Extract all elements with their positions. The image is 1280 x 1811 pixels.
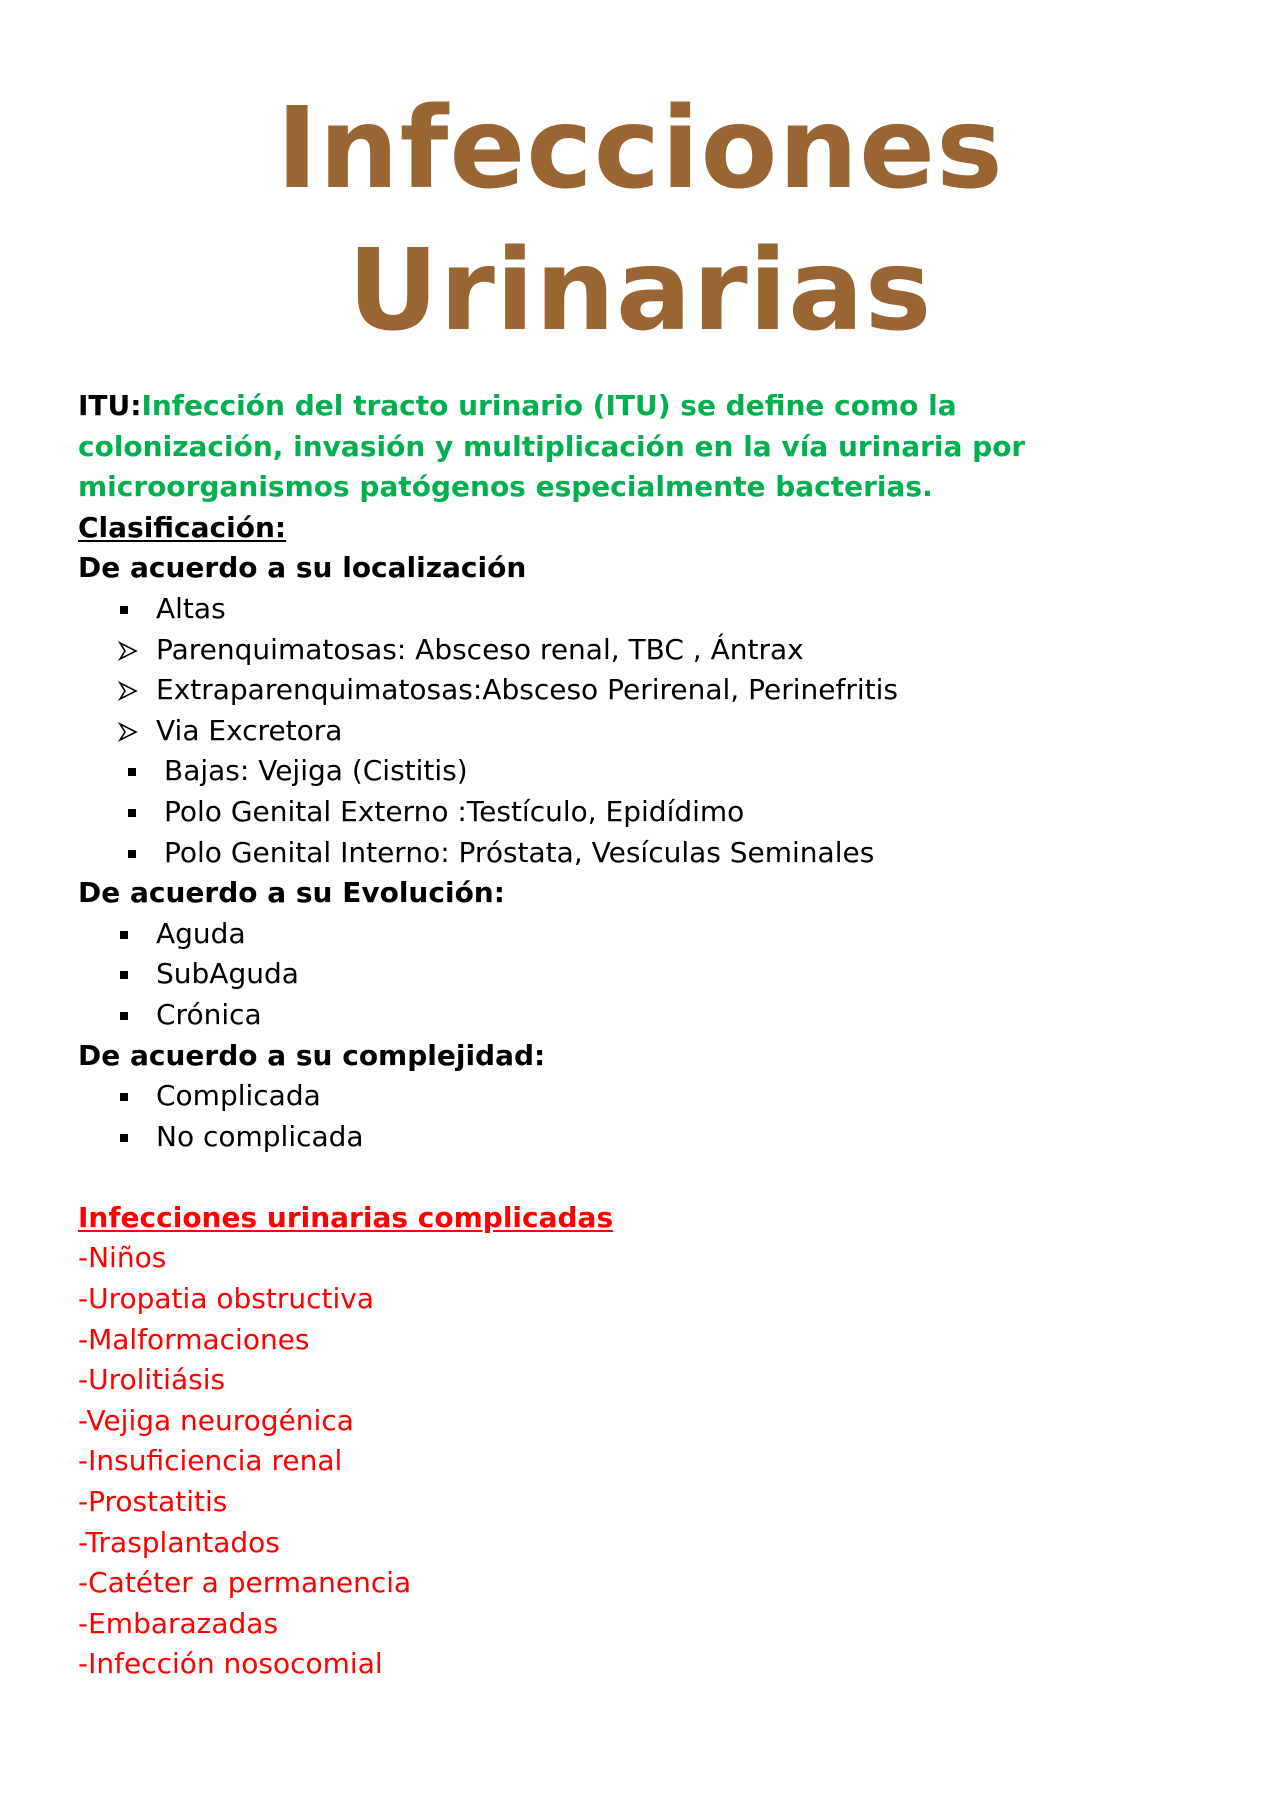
complicadas-list	[78, 1238, 1218, 1685]
document-body	[78, 386, 1218, 1685]
list-item-aguda	[78, 914, 1218, 955]
list-item-label: No complicada	[156, 1119, 364, 1153]
square-bullet-icon	[120, 1012, 128, 1020]
list-item-label: Polo Genital Interno: Próstata, Vesículas Seminales	[164, 835, 875, 869]
list-item-cronica	[78, 995, 1218, 1036]
list-item-label: Bajas: Vejiga (Cistitis)	[164, 754, 468, 788]
blank-line	[78, 1157, 1218, 1198]
list-item-label: SubAguda	[156, 957, 299, 991]
list-item: -Catéter a permanencia	[78, 1566, 412, 1600]
title-line-2: Urinarias	[347, 226, 933, 356]
list-item-complicada	[78, 1076, 1218, 1117]
square-bullet-icon	[120, 1093, 128, 1101]
list-item-label: Aguda	[156, 916, 246, 950]
arrow-bullet-icon	[118, 641, 138, 661]
itu-definition-line-1	[78, 386, 1218, 427]
evolucion-heading: De acuerdo a su Evolución:	[78, 876, 505, 910]
list-item: -Urolitiásis	[78, 1363, 226, 1397]
list-item: -Trasplantados	[78, 1525, 280, 1559]
localizacion-heading: De acuerdo a su localización	[78, 551, 527, 585]
list-item-label: Polo Genital Externo :Testículo, Epidídimo	[164, 794, 745, 828]
list-item-label: Extraparenquimatosas:Absceso Perirenal, Perinefritis	[156, 673, 898, 707]
list-item-label: Parenquimatosas: Absceso renal, TBC , Ántrax	[156, 632, 804, 666]
list-item: -Niños	[78, 1241, 167, 1275]
square-bullet-icon	[120, 1134, 128, 1142]
itu-definition-line-3: microorganismos patógenos especialmente bacterias.	[78, 470, 933, 504]
square-bullet-icon	[120, 606, 128, 614]
list-item-subaguda	[78, 954, 1218, 995]
list-item-label: Crónica	[156, 997, 262, 1031]
complicadas-heading: Infecciones urinarias complicadas	[78, 1200, 614, 1234]
list-item-polo-interno	[78, 833, 1218, 874]
square-bullet-icon	[128, 809, 136, 817]
list-item: -Prostatitis	[78, 1485, 228, 1519]
list-item-altas	[78, 589, 1218, 630]
list-item-no-complicada	[78, 1117, 1218, 1158]
list-item-parenquimatosas	[78, 630, 1218, 671]
list-item-extraparenquimatosas	[78, 670, 1218, 711]
list-item-polo-externo	[78, 792, 1218, 833]
list-item: -Embarazadas	[78, 1606, 279, 1640]
list-item-bajas	[78, 751, 1218, 792]
list-item-label: Via Excretora	[156, 713, 343, 747]
square-bullet-icon	[120, 931, 128, 939]
list-item: -Vejiga neurogénica	[78, 1403, 354, 1437]
document-title	[0, 78, 1280, 362]
arrow-bullet-icon	[118, 681, 138, 701]
itu-definition-text-1: Infección del tracto urinario (ITU) se define como la	[141, 389, 957, 422]
list-item-label: Altas	[156, 591, 226, 625]
list-item: -Insuficiencia renal	[78, 1444, 343, 1478]
list-item: -Malformaciones	[78, 1322, 310, 1356]
list-item-label: Complicada	[156, 1079, 321, 1113]
title-line-1: Infecciones	[276, 84, 1004, 214]
clasificacion-heading: Clasificación:	[78, 510, 287, 544]
itu-definition-line-2: colonización, invasión y multiplicación en la vía urinaria por	[78, 429, 1026, 463]
square-bullet-icon	[128, 768, 136, 776]
complejidad-heading: De acuerdo a su complejidad:	[78, 1038, 546, 1072]
itu-label: ITU:	[78, 389, 142, 422]
arrow-bullet-icon	[118, 722, 138, 742]
list-item: -Uropatia obstructiva	[78, 1282, 374, 1316]
square-bullet-icon	[128, 850, 136, 858]
list-item: -Infección nosocomial	[78, 1647, 383, 1681]
list-item-via-excretora	[78, 711, 1218, 752]
square-bullet-icon	[120, 971, 128, 979]
